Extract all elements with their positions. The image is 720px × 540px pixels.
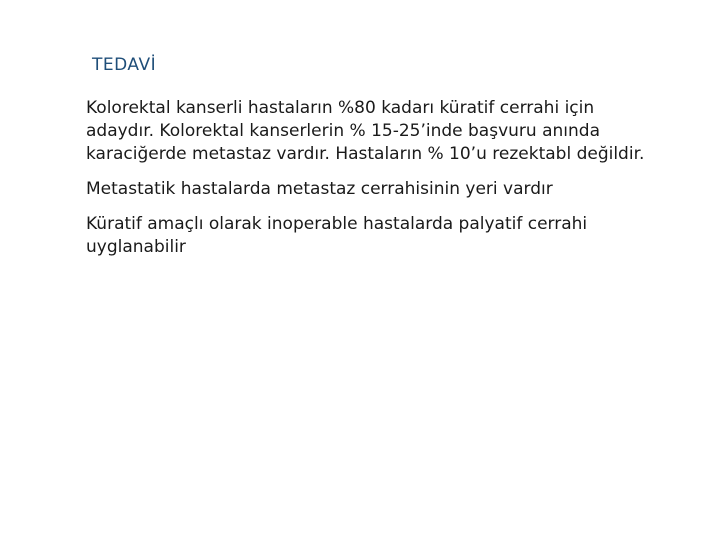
paragraph-2: Metastatik hastalarda metastaz cerrahisinin yeri vardır [86,179,553,199]
slide-body [86,97,646,271]
paragraph-3: Küratif amaçlı olarak inoperable hastalarda palyatif cerrahi uyglanabilir [86,214,588,257]
paragraph-1: Kolorektal kanserli hastaların %80 kadarı küratif cerrahi için adaydır. Kolorektal kanserlerin % 15-25’inde başvuru anında karaciğerde metastaz vardır. Hastaların % 10’u rezektabl değildir. [86,98,645,164]
slide-title: TEDAVİ [92,55,157,75]
